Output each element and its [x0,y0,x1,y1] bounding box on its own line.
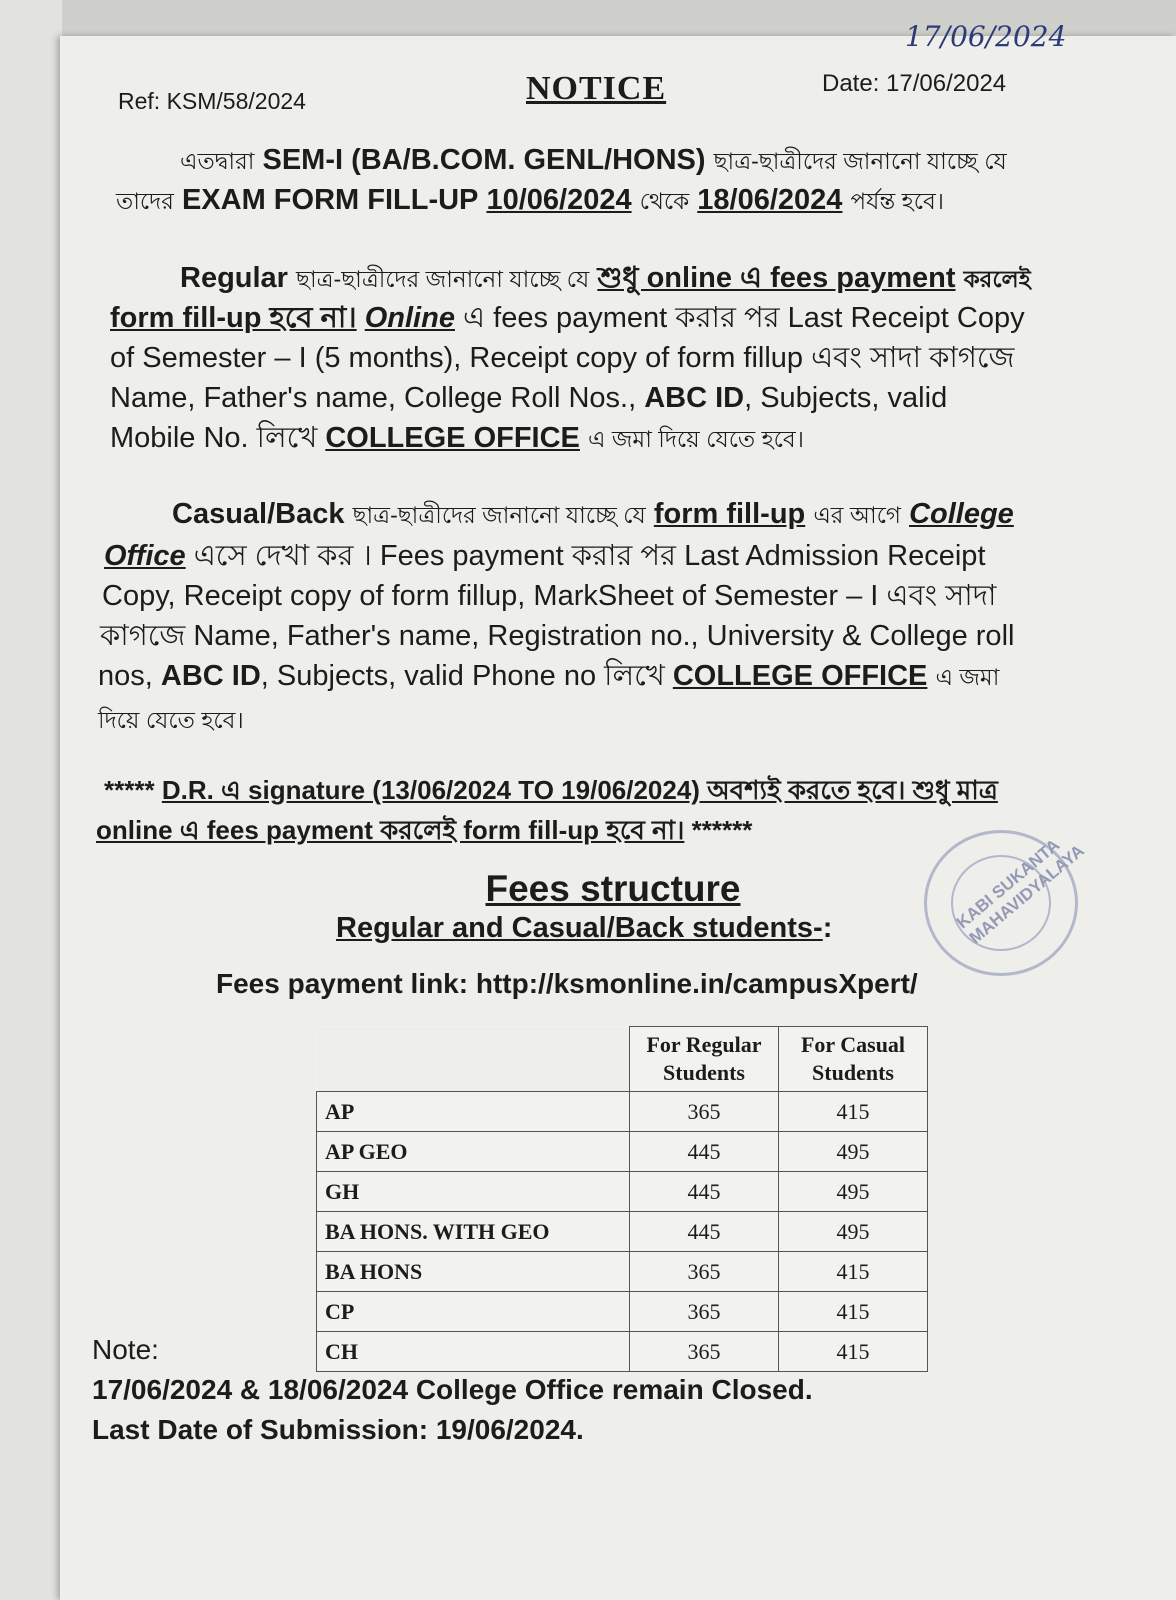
page-title: NOTICE [526,70,667,107]
college-seal-text: KABI SUKANTA MAHAVIDYALAYA [952,835,1088,948]
intro-line-2 [116,180,944,222]
casual-fee: 415 [779,1252,928,1292]
notice-date: Date: 17/06/2024 [822,70,1007,97]
course-name: GH [317,1172,630,1212]
casual-abc-id: ABC ID [160,660,261,692]
course-name: BA HONS [317,1252,630,1292]
course-name: AP [317,1092,630,1132]
intro-start-date: 10/06/2024 [486,184,632,216]
table-row [317,1092,928,1132]
fees-table [316,1026,928,1372]
casual-line-2: Office এসে দেখা কর । Fees payment করার পর Last Admission Receipt [104,540,986,572]
note-label: Note: [92,1334,159,1365]
college-seal [924,830,1088,976]
col-header-regular: For Regular Students [630,1027,779,1092]
regular-fee: 445 [630,1172,779,1212]
intro-text: ছাত্র-ছাত্রীদের জানানো যাচ্ছে যে [713,148,1007,174]
casual-fee: 495 [779,1132,928,1172]
casual-college-office: COLLEGE OFFICE [672,660,928,692]
regular-fee: 365 [630,1332,779,1372]
casual-college: College [909,498,1014,530]
table-corner-cell [317,1027,630,1092]
fees-title: Fees structure [485,868,741,909]
regular-line-3: of Semester – I (5 months), Receipt copy of form fillup এবং সাদা কাগজে [110,342,1015,374]
regular-line-1: Regular ছাত্র-ছাত্রীদের জানানো যাচ্ছে যে শুধু online এ fees payment করলেই [180,262,1031,294]
table-row [317,1212,928,1252]
casual-line-3: Copy, Receipt copy of form fillup, MarkSheet of Semester – I এবং সাদা [102,580,997,612]
casual-fee: 415 [779,1292,928,1332]
fees-subtitle: Regular and Casual/Back students-: [336,912,833,944]
table-row [317,1172,928,1212]
regular-line-5: Mobile No. লিখে COLLEGE OFFICE এ জমা দিয়ে যেতে হবে। [110,422,804,454]
regular-fee: 365 [630,1252,779,1292]
casual-line-4: কাগজে Name, Father's name, Registration no., University & College roll [100,620,1015,652]
table-row [317,1332,928,1372]
regular-online-only: শুধু online এ fees payment [597,262,956,294]
note-closed-dates: 17/06/2024 & 18/06/2024 College Office remain Closed. [92,1374,813,1405]
regular-line-4: Name, Father's name, College Roll Nos., ABC ID, Subjects, valid [110,382,948,414]
note-last-date: Last Date of Submission: 19/06/2024. [92,1414,584,1445]
casual-label: Casual/Back [172,498,345,530]
casual-fee: 495 [779,1172,928,1212]
regular-online: Online [364,302,455,334]
intro-text: তাদের [116,188,174,214]
casual-line-6: দিয়ে যেতে হবে। [98,707,244,733]
table-row [317,1132,928,1172]
underlying-page-edge [0,0,62,1600]
regular-fee: 445 [630,1212,779,1252]
intro-semester: SEM-I (BA/B.COM. GENL/HONS) [262,144,706,176]
course-name: CH [317,1332,630,1372]
casual-form-fillup: form fill-up [653,498,806,530]
casual-line-1: Casual/Back ছাত্র-ছাত্রীদের জানানো যাচ্ছে যে form fill-up এর আগে College [172,498,1014,530]
handwritten-date: 17/06/2024 [905,20,1067,53]
casual-fee: 415 [779,1092,928,1132]
dr-online-warning: online এ fees payment করলেই form fill-up হবে না। [96,815,685,845]
intro-text: থেকে [639,188,690,214]
col-header-casual: For Casual Students [779,1027,928,1092]
intro-text: পর্যন্ত হবে। [850,188,944,214]
table-row [317,1292,928,1332]
regular-label: Regular [180,262,288,294]
course-name: CP [317,1292,630,1332]
casual-office: Office [104,540,186,572]
regular-line-2: form fill-up হবে না। Online এ fees payment করার পর Last Receipt Copy [110,302,1025,334]
regular-college-office: COLLEGE OFFICE [325,422,580,454]
casual-fee: 495 [779,1212,928,1252]
table-header-row [317,1027,928,1092]
regular-fee: 445 [630,1132,779,1172]
fees-payment-link: Fees payment link: http://ksmonline.in/campusXpert/ [216,968,918,999]
casual-fee: 415 [779,1332,928,1372]
regular-fee: 365 [630,1092,779,1132]
regular-fee: 365 [630,1292,779,1332]
course-name: AP GEO [317,1132,630,1172]
table-row [317,1252,928,1292]
intro-line-1 [180,140,1007,182]
intro-end-date: 18/06/2024 [697,184,843,216]
casual-line-5: nos, ABC ID, Subjects, valid Phone no লিখে COLLEGE OFFICE এ জমা [98,660,1000,692]
reference-number: Ref: KSM/58/2024 [118,88,306,114]
intro-text: এতদ্বারা [180,148,255,174]
course-name: BA HONS. WITH GEO [317,1212,630,1252]
dr-signature-note: D.R. এ signature (13/06/2024 TO 19/06/2024) অবশ্যই করতে হবে। শুধু মাত্র [161,775,998,805]
dr-line-1: ***** D.R. এ signature (13/06/2024 TO 19/06/2024) অবশ্যই করতে হবে। শুধু মাত্র [104,775,998,805]
dr-line-2: online এ fees payment করলেই form fill-up হবে না। ****** [96,815,753,845]
regular-abc-id: ABC ID [644,382,745,414]
intro-exam-form: EXAM FORM FILL-UP [181,184,479,216]
